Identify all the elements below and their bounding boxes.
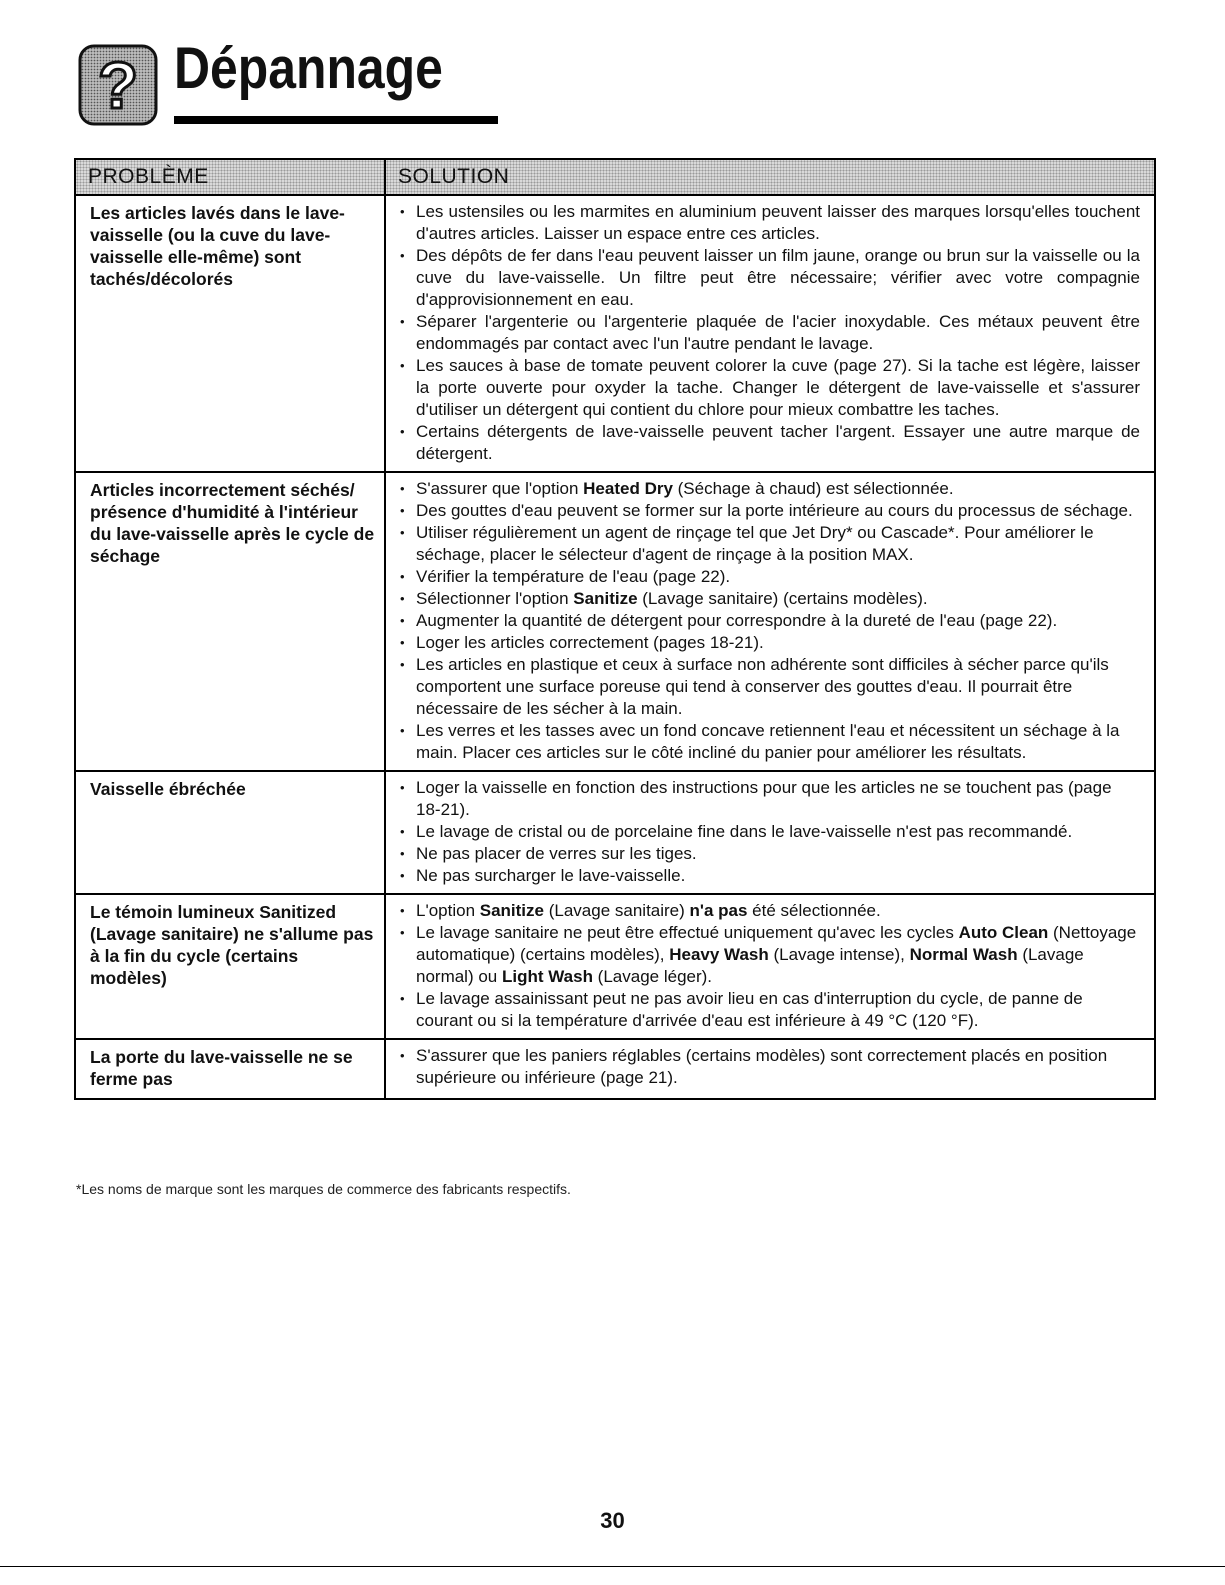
table-row xyxy=(75,195,1155,472)
solution-cell xyxy=(385,771,1155,894)
bottom-divider xyxy=(0,1566,1225,1567)
problem-cell: Vaisselle ébréchée xyxy=(75,771,385,894)
problem-cell: Articles incorrectement séchés/ présence d'humidité à l'intérieur du lave-vaisselle après le cycle de séchage xyxy=(75,472,385,771)
solution-item: • Les sauces à base de tomate peuvent colorer la cuve (page 27). Si la tache est légère, laisser la porte ouverte pour oxyder la tache. Changer le détergent de lave-vaisselle et s'assurer d'utiliser un détergent qui contient du chlore pour mieux combattre les taches. xyxy=(396,355,1140,421)
page-title: Dépannage xyxy=(174,36,443,101)
option-name: Sanitize xyxy=(573,589,638,608)
solution-item: • Certains détergents de lave-vaisselle peuvent tacher l'argent. Essayer une autre marque de détergent. xyxy=(396,421,1140,465)
solution-item: • L'option Sanitize (Lavage sanitaire) n'a pas été sélectionnée. xyxy=(396,900,1140,922)
solution-item: • Le lavage assainissant peut ne pas avoir lieu en cas d'interruption du cycle, de panne de courant ou si la température d'arrivée d'eau est inférieure à 49 °C (120 °F). xyxy=(396,988,1140,1032)
solution-item: • Ne pas placer de verres sur les tiges. xyxy=(396,843,1140,865)
solution-column-header: SOLUTION xyxy=(385,159,1155,195)
title-underline xyxy=(174,116,498,124)
solution-item: • Sélectionner l'option Sanitize (Lavage sanitaire) (certains modèles). xyxy=(396,588,1140,610)
solution-item: • Utiliser régulièrement un agent de rinçage tel que Jet Dry* ou Cascade*. Pour améliorer le séchage, placer le sélecteur d'agent de rinçage à la position MAX. xyxy=(396,522,1140,566)
question-mark-icon xyxy=(78,44,158,126)
option-name: Heated Dry xyxy=(583,479,673,498)
problem-cell: Les articles lavés dans le lave-vaisselle (ou la cuve du lave-vaisselle elle-même) sont tachés/décolorés xyxy=(75,195,385,472)
solution-cell xyxy=(385,472,1155,771)
solution-item: • Loger les articles correctement (pages 18-21). xyxy=(396,632,1140,654)
solution-item: • Le lavage de cristal ou de porcelaine fine dans le lave-vaisselle n'est pas recommandé. xyxy=(396,821,1140,843)
table-row xyxy=(75,472,1155,771)
solution-item: • Vérifier la température de l'eau (page 22). xyxy=(396,566,1140,588)
cycle-name: Normal Wash xyxy=(909,945,1018,964)
solution-item: • Les ustensiles ou les marmites en aluminium peuvent laisser des marques lorsqu'elles touchent d'autres articles. Laisser un espace entre ces articles. xyxy=(396,201,1140,245)
cycle-name: Light Wash xyxy=(501,967,593,986)
solution-cell xyxy=(385,894,1155,1039)
solution-cell xyxy=(385,195,1155,472)
solution-item: • S'assurer que l'option Heated Dry (Séchage à chaud) est sélectionnée. xyxy=(396,478,1140,500)
solution-cell xyxy=(385,1039,1155,1099)
emphasis: n'a pas xyxy=(689,901,748,920)
solution-item: • S'assurer que les paniers réglables (certains modèles) sont correctement placés en position supérieure ou inférieure (page 21). xyxy=(396,1045,1140,1089)
solution-item: • Des gouttes d'eau peuvent se former sur la porte intérieure au cours du processus de séchage. xyxy=(396,500,1140,522)
solution-item: • Ne pas surcharger le lave-vaisselle. xyxy=(396,865,1140,887)
table-row xyxy=(75,1039,1155,1099)
problem-column-header: PROBLÈME xyxy=(75,159,385,195)
table-row xyxy=(75,771,1155,894)
solution-item: • Des dépôts de fer dans l'eau peuvent laisser un film jaune, orange ou brun sur la vaisselle ou la cuve du lave-vaisselle. Un filtre peut être nécessaire; vérifier avec votre compagnie d'approvisionnement en eau. xyxy=(396,245,1140,311)
page-header xyxy=(78,36,498,136)
solution-item: • Les verres et les tasses avec un fond concave retiennent l'eau et nécessitent un séchage à la main. Placer ces articles sur le côté incliné du panier pour améliorer les résultats. xyxy=(396,720,1140,764)
problem-cell: La porte du lave-vaisselle ne se ferme pas xyxy=(75,1039,385,1099)
svg-text:?: ? xyxy=(97,48,139,122)
solution-item: • Les articles en plastique et ceux à surface non adhérente sont difficiles à sécher parce qu'ils comportent une surface poreuse qui tend à conserver des gouttes d'eau. Il pourrait être nécessaire de les sécher à la main. xyxy=(396,654,1140,720)
footnote: *Les noms de marque sont les marques de commerce des fabricants respectifs. xyxy=(76,1181,571,1197)
troubleshooting-table xyxy=(74,158,1156,1100)
table-row xyxy=(75,894,1155,1039)
solution-item: • Loger la vaisselle en fonction des instructions pour que les articles ne se touchent pas (page 18-21). xyxy=(396,777,1140,821)
solution-item: • Le lavage sanitaire ne peut être effectué uniquement qu'avec les cycles Auto Clean (Nettoyage automatique) (certains modèles), Heavy Wash (Lavage intense), Normal Wash (Lavage normal) ou Light Wash (Lavage léger). xyxy=(396,922,1140,988)
solution-item: • Augmenter la quantité de détergent pour correspondre à la dureté de l'eau (page 22). xyxy=(396,610,1140,632)
cycle-name: Heavy Wash xyxy=(669,945,769,964)
problem-cell: Le témoin lumineux Sanitized (Lavage sanitaire) ne s'allume pas à la fin du cycle (certains modèles) xyxy=(75,894,385,1039)
page-number: 30 xyxy=(600,1508,625,1533)
solution-item: • Séparer l'argenterie ou l'argenterie plaquée de l'acier inoxydable. Ces métaux peuvent être endommagés par contact avec l'un l'autre pendant le lavage. xyxy=(396,311,1140,355)
cycle-name: Auto Clean xyxy=(958,923,1049,942)
option-name: Sanitize xyxy=(479,901,544,920)
